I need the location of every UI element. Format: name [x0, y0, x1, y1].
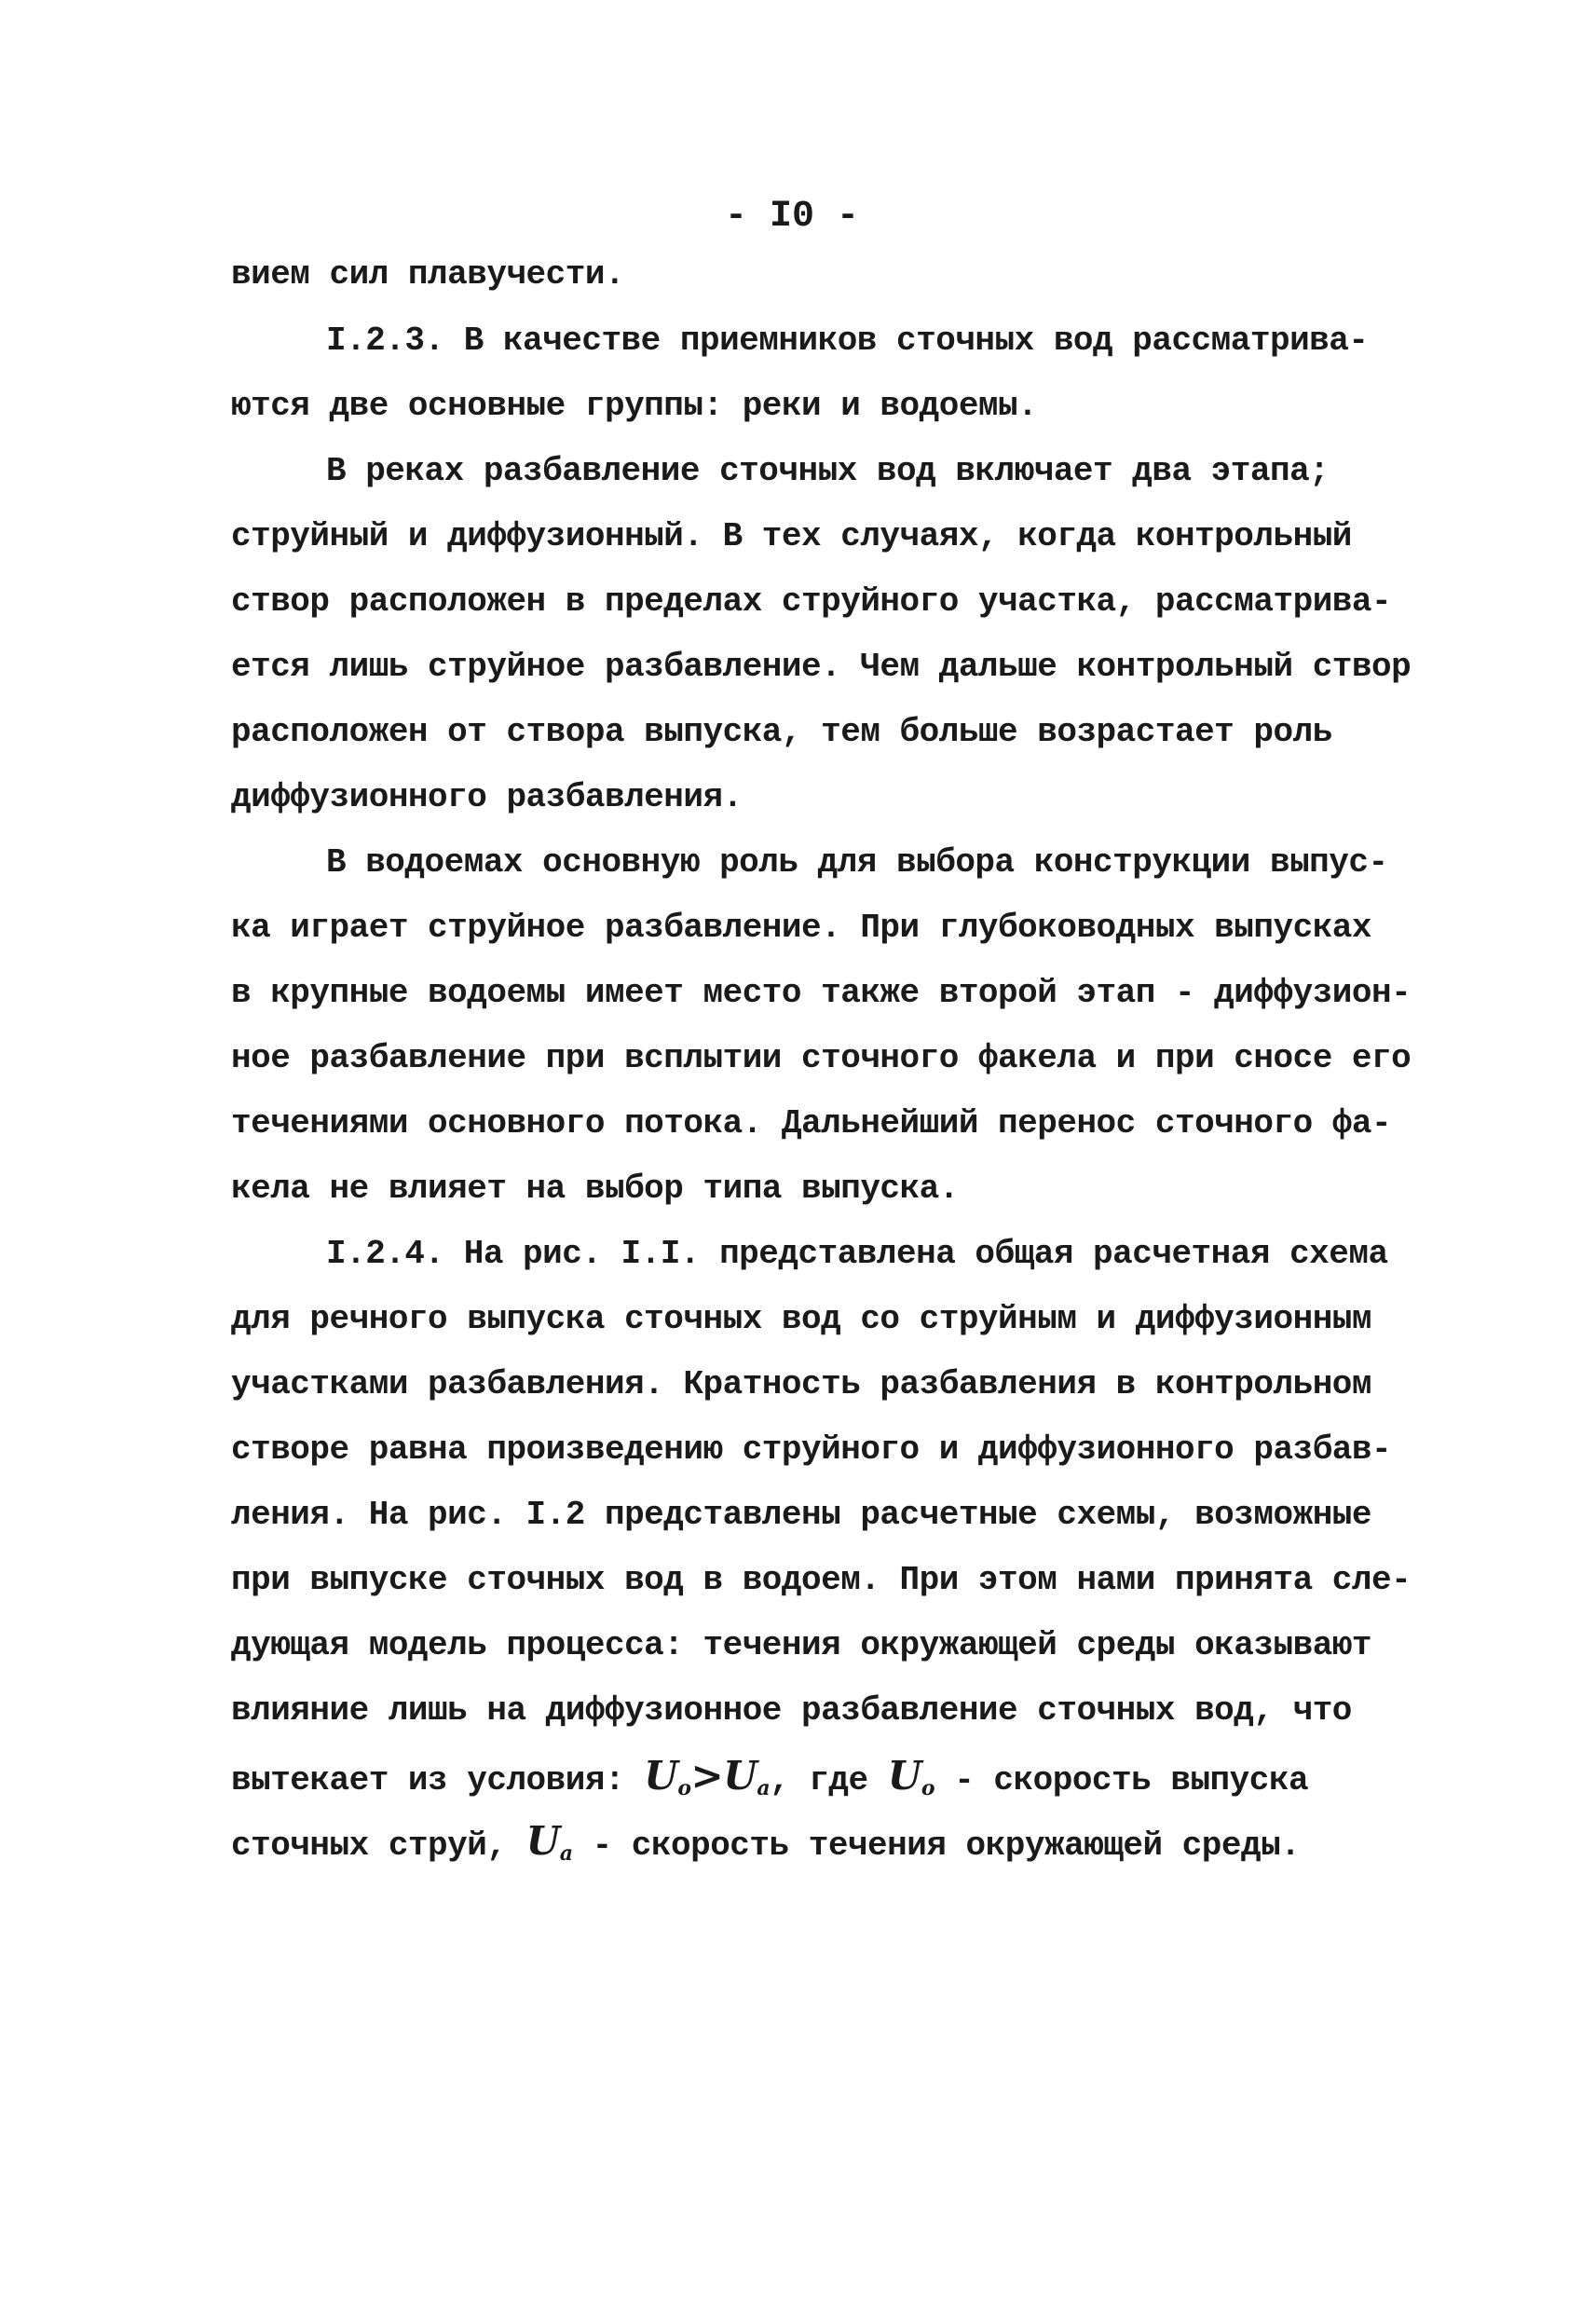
text-line: ления. На рис. I.2 представлены расчетные схемы, возможные	[231, 1496, 1372, 1534]
text-line: I.2.3. В качестве приемников сточных вод рассматрива-	[326, 321, 1369, 360]
condition-formula	[644, 1753, 770, 1799]
formula-mid: , где	[770, 1761, 868, 1799]
final-prefix: сточных струй,	[231, 1826, 507, 1865]
text-line: ка играет струйное разбавление. При глубоководных выпусках	[231, 909, 1372, 947]
text-line: течениями основного потока. Дальнейший перенос сточного фа-	[231, 1104, 1392, 1142]
text-line: ются две основные группы: реки и водоемы.	[231, 387, 1038, 425]
text-line: дующая модель процесса: течения окружающей среды оказывают	[231, 1626, 1372, 1664]
greater-than-operator: >	[690, 1753, 724, 1799]
velocity-subscript: a	[559, 1841, 573, 1866]
velocity-symbol: U	[887, 1753, 921, 1799]
page-number: - I0 -	[724, 196, 860, 238]
text-line: В реках разбавление сточных вод включает два этапа;	[326, 452, 1330, 490]
final-suffix: - скорость течения окружающей среды.	[592, 1826, 1301, 1865]
text-line: влияние лишь на диффузионное разбавление сточных вод, что	[231, 1691, 1352, 1730]
text-line: струйный и диффузионный. В тех случаях, когда контрольный	[231, 517, 1352, 555]
velocity-symbol: U	[644, 1753, 678, 1799]
text-line: для речного выпуска сточных вод со струйным и диффузионным	[231, 1300, 1372, 1338]
velocity-subscript: o	[921, 1776, 935, 1800]
text-line: расположен от створа выпуска, тем больше возрастает роль	[231, 713, 1332, 751]
velocity-subscript: a	[757, 1776, 771, 1800]
text-line: диффузионного разбавления.	[231, 778, 743, 816]
velocity-symbol: U	[723, 1753, 757, 1799]
text-line: ется лишь струйное разбавление. Чем дальше контрольный створ	[231, 648, 1412, 686]
final-line	[231, 1813, 1300, 1869]
formula-prefix: вытекает из условия:	[231, 1761, 625, 1799]
formula-line	[231, 1748, 1308, 1804]
text-line: вием сил плавучести.	[231, 255, 625, 294]
text-line: В водоемах основную роль для выбора конструкции выпус-	[326, 843, 1388, 882]
velocity-symbol: U	[525, 1818, 560, 1864]
text-line: при выпуске сточных вод в водоем. При этом нами принята сле-	[231, 1561, 1412, 1599]
text-line: кела не влияет на выбор типа выпуска.	[231, 1170, 959, 1208]
text-line: створ расположен в пределах струйного участка, рассматрива-	[231, 582, 1392, 621]
text-line: в крупные водоемы имеет место также второй этап - диффузион-	[231, 974, 1412, 1012]
velocity-subscript: o	[677, 1776, 691, 1800]
ambient-velocity-symbol	[526, 1818, 573, 1864]
formula-suffix: - скорость выпуска	[954, 1761, 1309, 1799]
text-line: I.2.4. На рис. I.I. представлена общая расчетная схема	[326, 1235, 1388, 1273]
definition-symbol	[888, 1753, 934, 1799]
text-line: ное разбавление при всплытии сточного факела и при сносе его	[231, 1039, 1412, 1077]
text-line: створе равна произведению струйного и диффузионного разбав-	[231, 1430, 1392, 1469]
text-line: участками разбавления. Кратность разбавления в контрольном	[231, 1365, 1372, 1403]
